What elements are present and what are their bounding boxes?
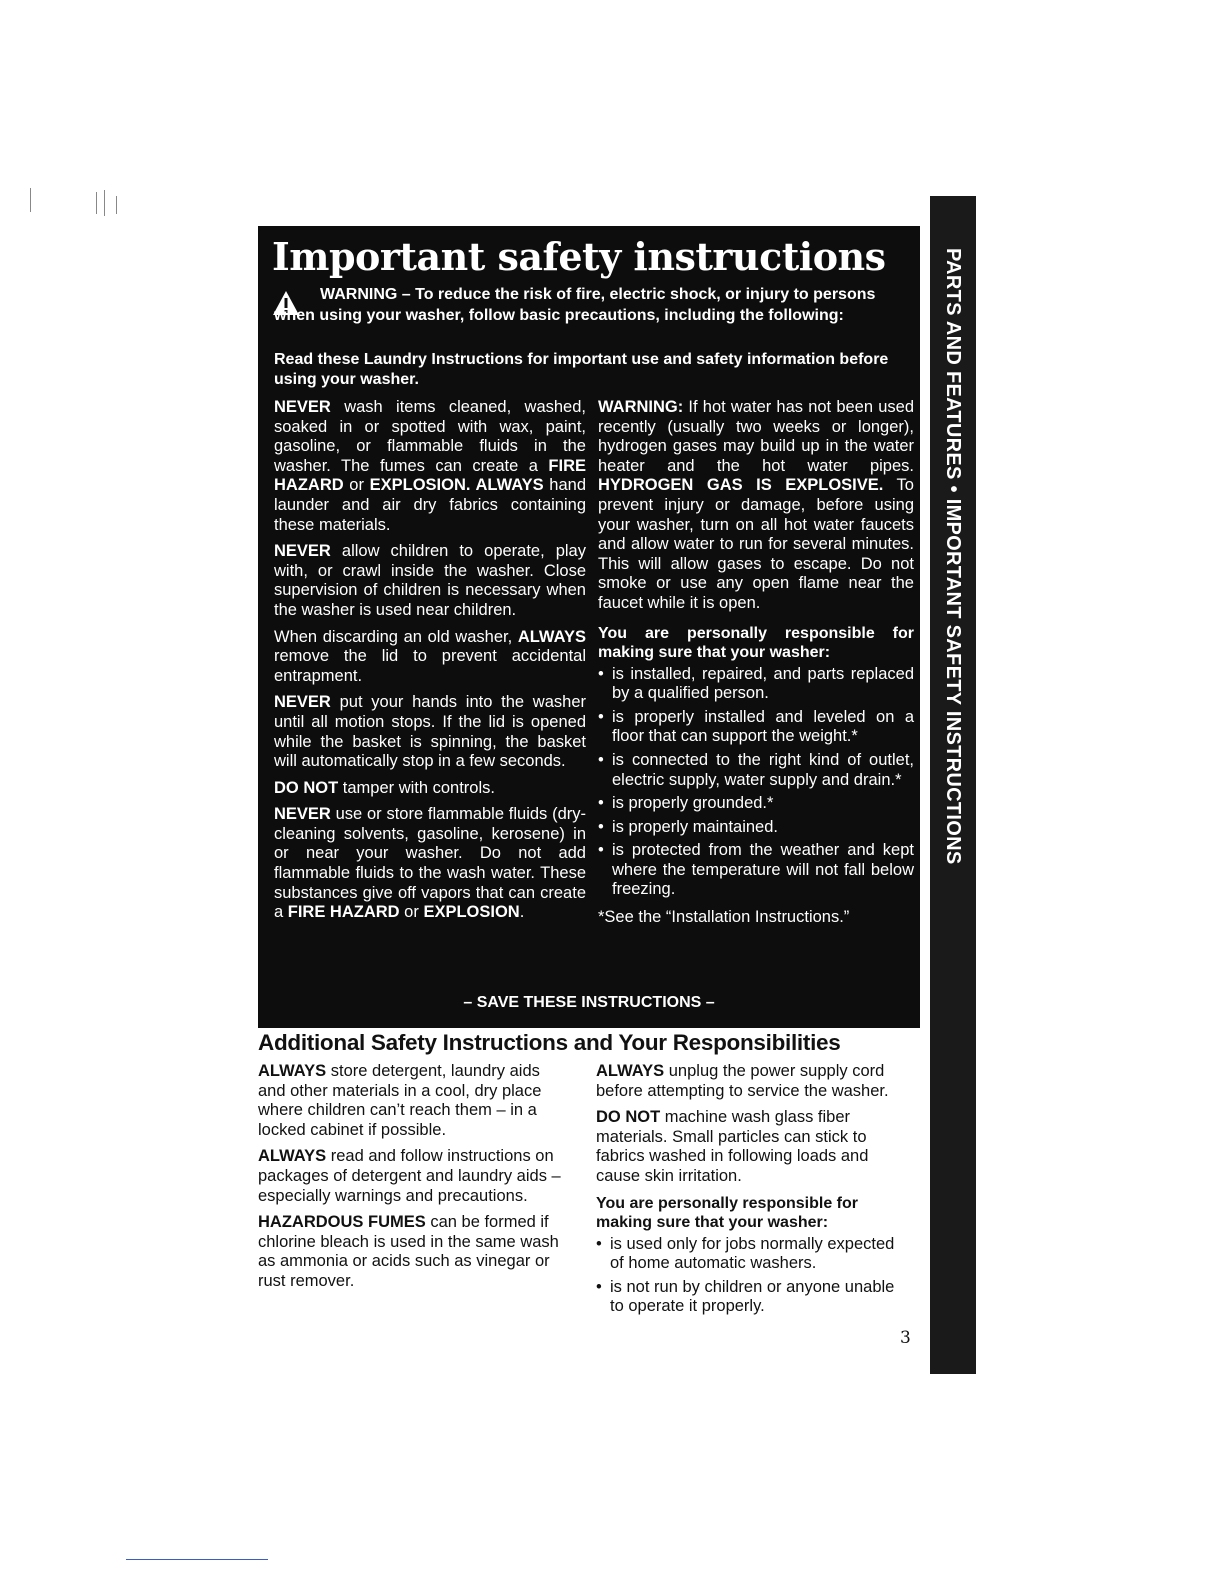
list-item: • is connected to the right kind of outlet, electric supply, water supply and drain.* <box>598 751 914 790</box>
scan-mark <box>30 188 31 212</box>
scan-mark <box>104 190 105 216</box>
divider <box>126 1559 268 1560</box>
scan-mark <box>116 196 117 214</box>
read-instructions-note: Read these Laundry Instructions for important use and safety information before using your washer. <box>274 351 889 388</box>
responsibility-heading: You are personally responsible for making sure that your washer: <box>598 624 914 661</box>
warning-text: WARNING – To reduce the risk of fire, electric shock, or injury to persons when using your washer, follow basic precautions, including the following: <box>274 286 876 324</box>
paragraph: NEVER wash items cleaned, washed, soaked in or spotted with wax, paint, gasoline, or flammable fluids in the washer. The fumes can create a FIRE HAZARD or EXPLOSION. ALWAYS hand launder and air dry fabrics containing these materials. <box>274 398 587 534</box>
paragraph: HAZARDOUS FUMES can be formed if chlorine bleach is used in the same wash as ammonia or acids such as vinegar or rust remover. <box>258 1213 559 1290</box>
responsibility-list <box>598 665 914 901</box>
list-item: • is installed, repaired, and parts replaced by a qualified person. <box>598 665 914 704</box>
list-item: • is properly installed and leveled on a floor that can support the weight.* <box>598 708 914 747</box>
right-column <box>598 398 914 928</box>
additional-section-heading: Additional Safety Instructions and Your Responsibilities <box>258 1030 841 1055</box>
paragraph: NEVER allow children to operate, play with, or crawl inside the washer. Close supervision of children is necessary when the washer is used near children. <box>274 542 586 619</box>
paragraph: WARNING: If hot water has not been used recently (usually two weeks or longer), hydrogen gases may build up in the water heater and the hot water pipes. HYDROGEN GAS IS EXPLOSIVE. To prevent injury or damage, before using your washer, turn on all hot water faucets and allow water to run for several minutes. This will allow gases to escape. Do not smoke or use any open flame near the faucet while it is open. <box>598 398 914 612</box>
list-item: • is properly maintained. <box>598 818 914 838</box>
save-instructions-banner: – SAVE THESE INSTRUCTIONS – <box>463 994 715 1011</box>
side-tab-label: PARTS AND FEATURES • IMPORTANT SAFETY INSTRUCTIONS <box>942 248 964 865</box>
page-number: 3 <box>900 1328 911 1348</box>
footnote: *See the “Installation Instructions.” <box>598 908 850 927</box>
paragraph: NEVER put your hands into the washer until all motion stops. If the lid is opened while the basket is spinning, the basket will automatically stop in a few seconds. <box>274 693 586 771</box>
scan-mark <box>96 192 97 214</box>
safety-instructions-box <box>258 226 920 1028</box>
list-item: • is used only for jobs normally expected of home automatic washers. <box>596 1235 912 1274</box>
paragraph: When discarding an old washer, ALWAYS remove the lid to prevent accidental entrapment. <box>274 627 586 685</box>
paragraph: ALWAYS read and follow instructions on packages of detergent and laundry aids – especially warnings and precautions. <box>258 1147 561 1205</box>
responsibility-heading: You are personally responsible for making sure that your washer: <box>596 1194 858 1231</box>
page-title: Important safety instructions <box>272 234 886 279</box>
additional-left-column <box>258 1062 570 1299</box>
list-item: • is protected from the weather and kept where the temperature will not fall below freezing. <box>598 841 914 900</box>
list-item: • is not run by children or anyone unable to operate it properly. <box>596 1278 912 1317</box>
responsibility-list <box>596 1235 912 1317</box>
additional-right-column <box>596 1062 912 1321</box>
paragraph: ALWAYS store detergent, laundry aids and other materials in a cool, dry place where children can’t reach them – in a locked cabinet if possible. <box>258 1062 542 1139</box>
left-column <box>274 398 586 930</box>
list-item: • is properly grounded.* <box>598 794 914 814</box>
paragraph: ALWAYS unplug the power supply cord before attempting to service the washer. <box>596 1062 889 1100</box>
paragraph: DO NOT machine wash glass fiber materials. Small particles can stick to fabrics washed in following loads and cause skin irritation. <box>596 1108 869 1185</box>
paragraph: NEVER use or store flammable fluids (dry-cleaning solvents, gasoline, kerosene) in or near your washer. Do not add flammable fluids to the wash water. These substances give off vapors that can create a FIRE HAZARD or EXPLOSION. <box>274 805 586 922</box>
paragraph: DO NOT tamper with controls. <box>274 778 495 797</box>
